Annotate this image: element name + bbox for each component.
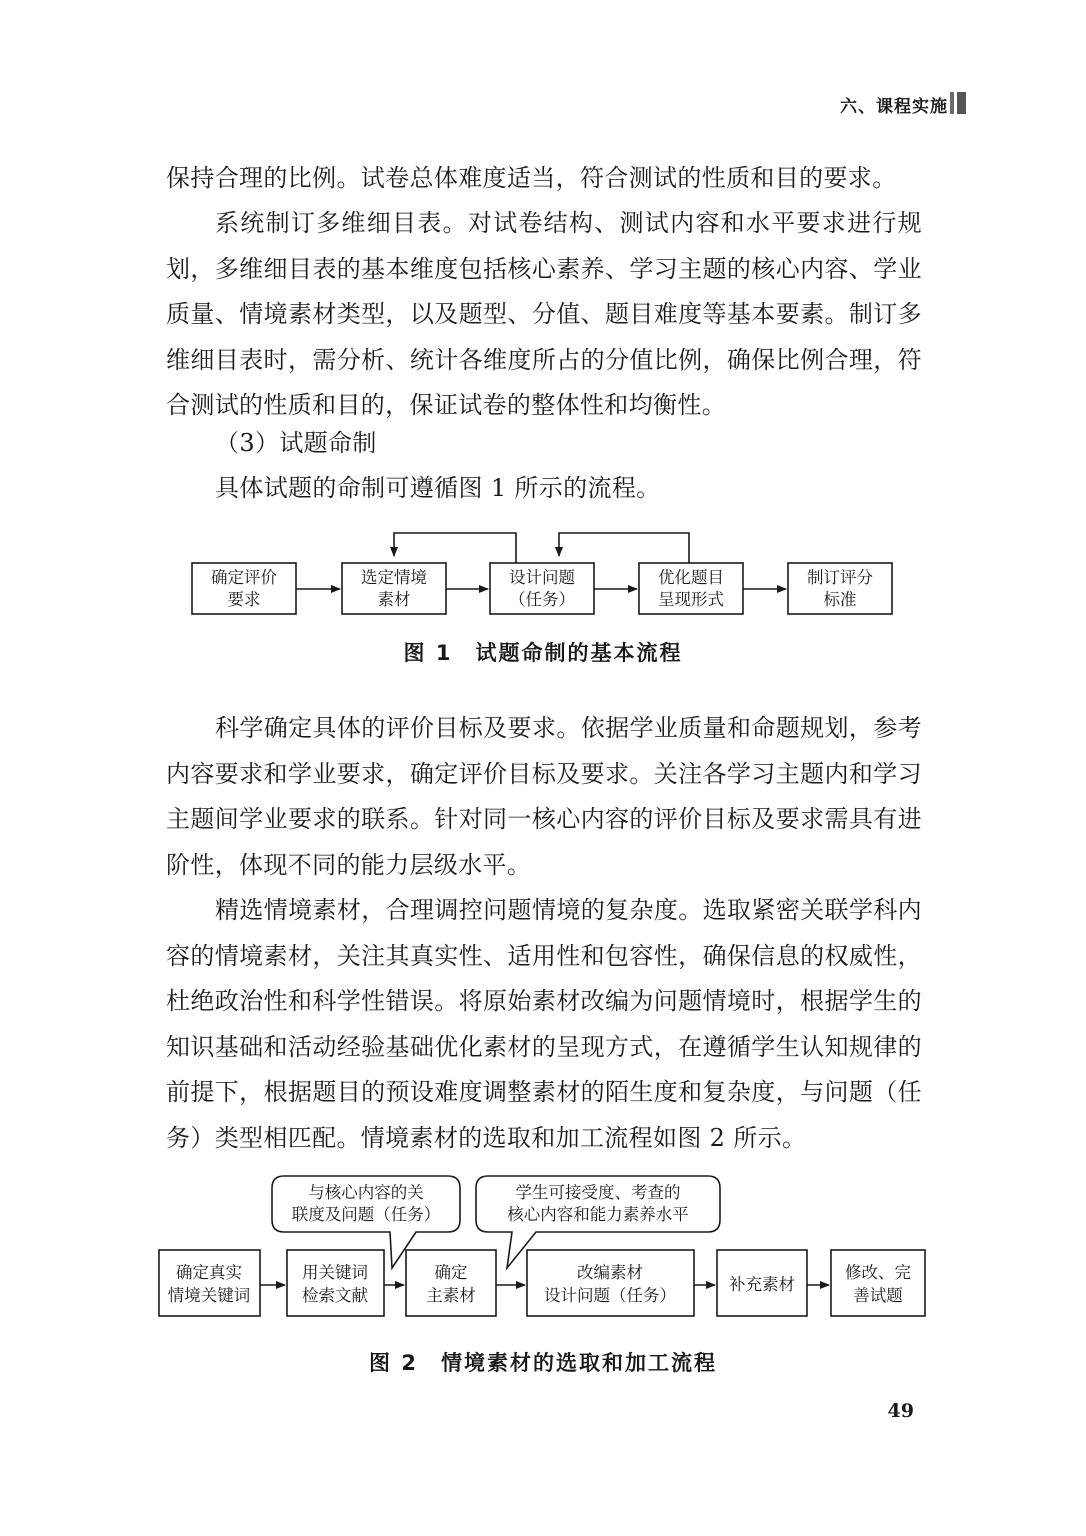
figure2-callout-2-line-1: 学生可接受度、考查的 [515,1183,681,1202]
figure2-box-4 [527,1250,694,1316]
section-heading-item-writing: （3）试题命制 [215,429,377,457]
page-number: 49 [887,1400,914,1422]
figure2-box-1-line-1: 确定真实 [176,1263,242,1282]
figure2-callout-1-line-2: 联度及问题（任务） [291,1205,441,1224]
figure2-box-2 [287,1250,384,1316]
figure1-box-3-line-1: 设计问题 [509,568,575,587]
figure2-box-3-line-1: 确定 [434,1263,468,1282]
figure2-box-3-line-2: 主素材 [426,1286,476,1305]
figure1-box-1-line-1: 确定评价 [211,568,277,587]
paragraph-evaluation-goals: 科学确定具体的评价目标及要求。依据学业质量和命题规划，参考内容要求和学业要求，确定评价目标及要求。关注各学习主题内和学习主题间学业要求的联系。针对同一核心内容的评价目标及要求需具有进阶性，体现不同的能力层级水平。 [166,714,922,879]
figure1-box-2-line-2: 素材 [377,590,411,609]
figure2-box-6-line-1: 修改、完 [845,1263,911,1282]
figure2-box-2-line-2: 检索文献 [302,1286,368,1305]
figure2-callout-2-line-2: 核心内容和能力素养水平 [507,1205,689,1224]
figure1-box-4-line-2: 呈现形式 [658,590,724,609]
figure2-box-6-line-2: 善试题 [853,1286,903,1305]
figure2-box-1-line-2: 情境关键词 [167,1286,251,1305]
figure1-box-2-line-1: 选定情境 [361,568,427,587]
figure2-box-3 [406,1250,496,1316]
figure1-box-3-line-2: （任务） [509,590,575,609]
figure2-box-6 [831,1250,925,1316]
figure2-callout-1-line-1: 与核心内容的关 [308,1183,424,1202]
figure2-box-4-line-2: 设计问题（任务） [544,1286,676,1305]
paragraph-figure1-intro: 具体试题的命制可遵循图 1 所示的流程。 [215,474,661,502]
figure2-box-2-line-1: 用关键词 [302,1263,368,1282]
figure1-box-1-line-2: 要求 [227,590,261,609]
figure1-box-4-line-1: 优化题目 [658,568,724,587]
figure1-caption: 图 1 试题命制的基本流程 [403,641,683,665]
paragraph-ratio: 保持合理的比例。试卷总体难度适当，符合测试的性质和目的要求。 [166,164,897,192]
figure1-box-5-line-2: 标准 [823,590,857,609]
figure2-caption: 图 2 情境素材的选取和加工流程 [369,1351,717,1375]
paragraph-context-materials: 精选情境素材，合理调控问题情境的复杂度。选取紧密关联学科内容的情境素材，关注其真实性、适用性和包容性，确保信息的权威性，杜绝政治性和科学性错误。将原始素材改编为问题情境时，根据学生的知识基础和活动经验基础优化素材的呈现方式，在遵循学生认知规律的前提下，根据题目的预设难度调整素材的陌生度和复杂度，与问题（任务）类型相匹配。情境素材的选取和加工流程如图 2 所示。 [166,896,922,1152]
figure2-box-4-line-1: 改编素材 [577,1263,643,1282]
figure1-box-5-line-1: 制订评分 [807,568,873,587]
figure2-box-5-label: 补充素材 [729,1275,795,1294]
figure2-box-1 [159,1250,260,1316]
paragraph-specification-table: 系统制订多维细目表。对试卷结构、测试内容和水平要求进行规划，多维细目表的基本维度包括核心素养、学习主题的核心内容、学业质量、情境素材类型，以及题型、分值、题目难度等基本要素。制订多维细目表时，需分析、统计各维度所占的分值比例，确保比例合理，符合测试的性质和目的，保证试卷的整体性和均衡性。 [166,209,922,420]
running-header: 六、课程实施 [840,97,948,117]
